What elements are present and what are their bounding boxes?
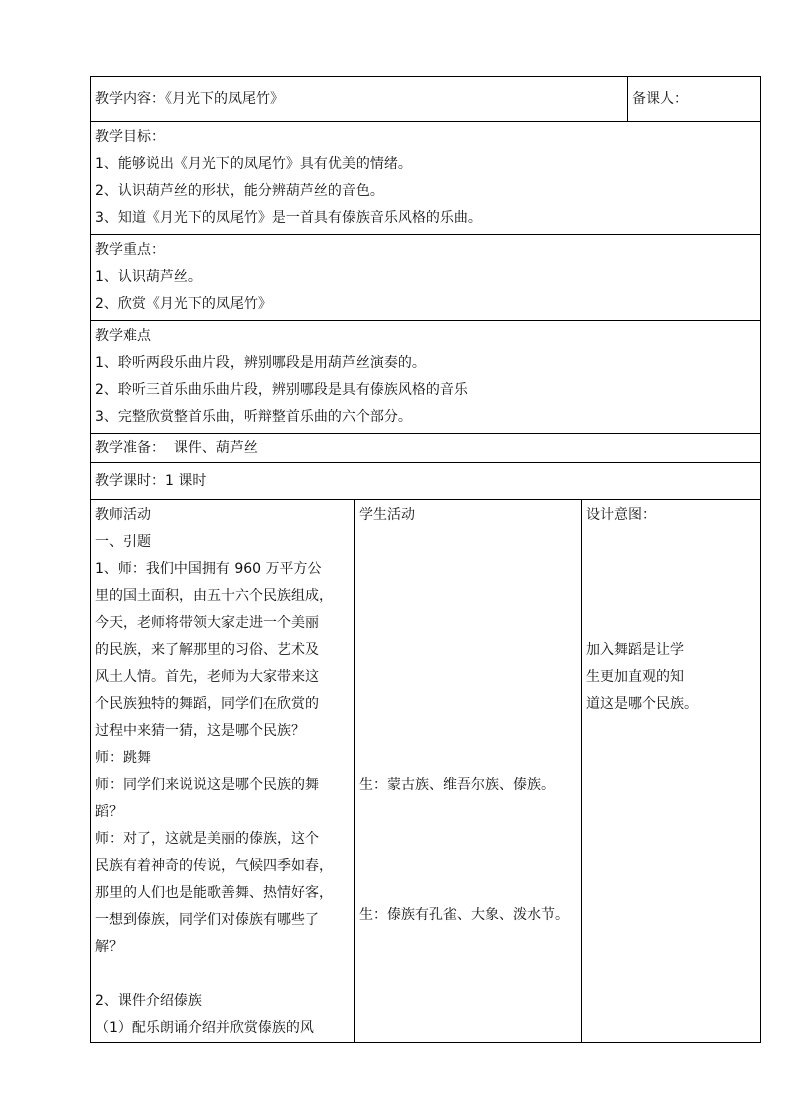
key-points-row: [91, 235, 761, 321]
objectives-row: [91, 122, 761, 235]
lesson-plan-document: [90, 76, 760, 1043]
teacher-line: （1）配乐朗诵介绍并欣赏傣族的风: [95, 1020, 314, 1036]
student-activity-cell: [355, 500, 582, 1043]
preparation-cell: [91, 434, 761, 463]
design-line: 生更加直观的知: [586, 669, 684, 685]
difficulty-item: 3、完整欣赏整首乐曲，听辩整首乐曲的六个部分。: [95, 409, 412, 425]
objective-item: 1、能够说出《月光下的凤尾竹》具有优美的情绪。: [95, 156, 412, 172]
difficulties-title: 教学难点: [95, 328, 151, 344]
preparer-label: 备课人：: [632, 90, 688, 107]
student-activity-header: 学生活动: [359, 507, 415, 523]
teacher-line: 今天，老师将带领大家走进一个美丽: [95, 615, 319, 631]
teacher-line: 的民族，来了解那里的习俗、艺术及: [95, 642, 319, 658]
teacher-line: 师：同学们来说说这是哪个民族的舞: [95, 777, 319, 793]
difficulties-row: [91, 321, 761, 434]
teacher-line: 师：对了，这就是美丽的傣族，这个: [95, 831, 319, 847]
lesson-hours-text: 教学课时：1 课时: [95, 472, 207, 489]
teacher-line: 一、引题: [95, 534, 151, 550]
teacher-blank-line: [95, 961, 350, 988]
header-row: [91, 77, 761, 122]
content-label: 教学内容：《月光下的凤尾竹》: [95, 90, 284, 107]
teacher-line: 个民族独特的舞蹈，同学们在欣赏的: [95, 696, 319, 712]
student-spacer: [359, 529, 577, 772]
teacher-line: 民族有着神奇的传说，气候四季如春，: [95, 858, 333, 874]
teacher-line: 那里的人们也是能歌善舞、热情好客，: [95, 885, 333, 901]
student-answer: 生：蒙古族、维吾尔族、傣族。: [359, 777, 555, 793]
design-intent-cell: [582, 500, 761, 1043]
objectives-cell: [91, 122, 761, 235]
preparation-row: [91, 434, 761, 463]
difficulty-item: 1、聆听两段乐曲片段，辨别哪段是用葫芦丝演奏的。: [95, 355, 426, 371]
teacher-line: 师：跳舞: [95, 750, 151, 766]
teacher-activity-header: 教师活动: [95, 507, 151, 523]
teacher-line: 蹈？: [95, 804, 123, 820]
lesson-plan-table: [90, 76, 761, 1043]
teacher-line: 1、师：我们中国拥有 960 万平方公: [95, 561, 322, 577]
teacher-line: 过程中来猜一猜，这是哪个民族？: [95, 723, 305, 739]
objectives-title: 教学目标：: [95, 129, 165, 145]
preparation-text: 教学准备： 课件、葫芦丝: [95, 439, 258, 456]
content-cell: [91, 77, 628, 122]
preparer-cell: [628, 77, 761, 122]
activities-row: [91, 500, 761, 1043]
key-points-cell: [91, 235, 761, 321]
teacher-line: 一想到傣族，同学们对傣族有哪些了: [95, 912, 319, 928]
key-points-title: 教学重点：: [95, 242, 165, 258]
design-spacer: [586, 529, 756, 637]
design-line: 加入舞蹈是让学: [586, 642, 684, 658]
design-line: 道这是哪个民族。: [586, 696, 698, 712]
design-intent-header: 设计意图：: [586, 507, 656, 523]
student-answer: 生：傣族有孔雀、大象、泼水节。: [359, 907, 569, 923]
lesson-hours-cell: [91, 463, 761, 500]
key-point-item: 1、认识葫芦丝。: [95, 269, 202, 285]
objective-item: 3、知道《月光下的凤尾竹》是一首具有傣族音乐风格的乐曲。: [95, 210, 482, 226]
lesson-hours-row: [91, 463, 761, 500]
student-spacer: [359, 799, 577, 902]
key-point-item: 2、欣赏《月光下的凤尾竹》: [95, 296, 272, 312]
teacher-line: 里的国土面积，由五十六个民族组成，: [95, 588, 333, 604]
difficulties-cell: [91, 321, 761, 434]
objective-item: 2、认识葫芦丝的形状，能分辨葫芦丝的音色。: [95, 183, 384, 199]
teacher-line: 风土人情。首先，老师为大家带来这: [95, 669, 319, 685]
teacher-line: 解？: [95, 939, 123, 955]
teacher-activity-cell: [91, 500, 355, 1043]
difficulty-item: 2、聆听三首乐曲乐曲片段，辨别哪段是具有傣族风格的音乐: [95, 382, 468, 398]
teacher-line: 2、课件介绍傣族: [95, 993, 202, 1009]
